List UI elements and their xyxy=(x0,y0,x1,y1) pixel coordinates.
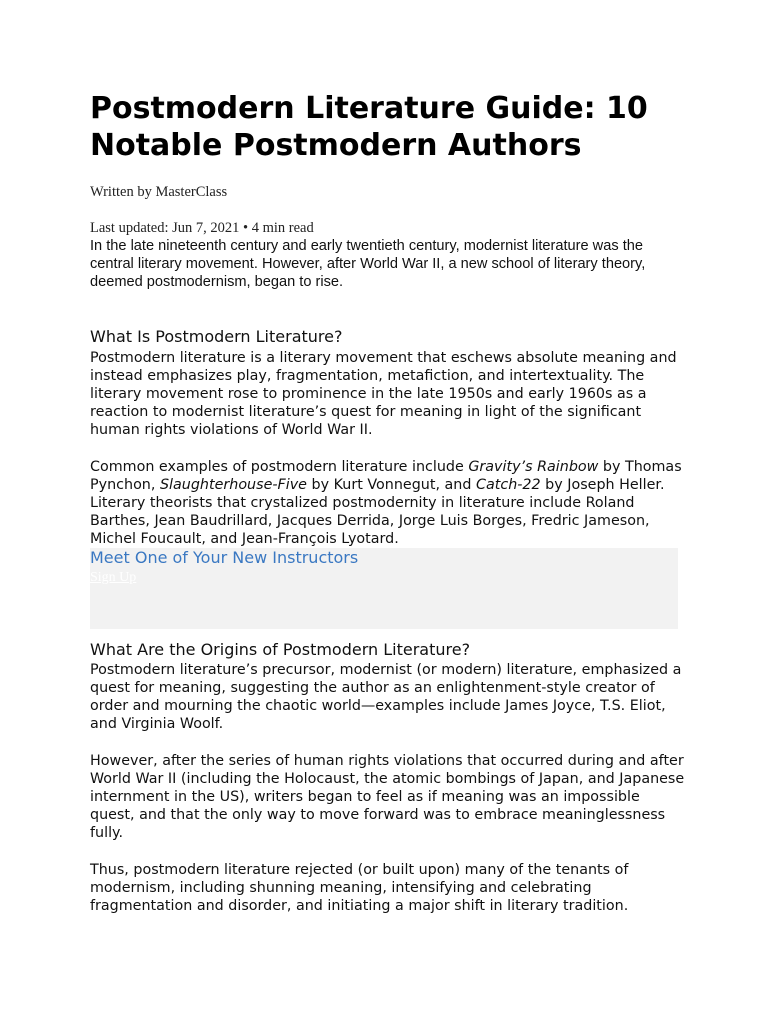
section2-paragraph-3: Thus, postmodern literature rejected (or built upon) many of the tenants of modernism, including shunning meaning, intensifying and celebrating fragmentation and disorder, and initiating a major shift in literary tradition. xyxy=(90,862,629,915)
section-heading-what-is: What Is Postmodern Literature? xyxy=(90,327,343,346)
instructor-promo xyxy=(90,548,678,629)
byline: Written by MasterClass xyxy=(90,184,228,200)
section2-paragraph-1: Postmodern literature’s precursor, modernist (or modern) literature, emphasized a quest for meaning, suggesting the author as an enlightenment-style creator of order and mourning the chaotic world—examples include James Joyce, T.S. Eliot, and Virginia Woolf. xyxy=(90,662,682,733)
intro-paragraph: In the late nineteenth century and early twentieth century, modernist literature was the central literary movement. However, after World War II, a new school of literary theory, deemed postmodernism, began to rise. xyxy=(90,238,646,290)
section1-paragraph-1: Postmodern literature is a literary movement that eschews absolute meaning and instead emphasizes play, fragmentation, metafiction, and intertextuality. The literary movement rose to prominence in the late 1950s and early 1960s as a reaction to modernist literature’s quest for meaning in light of the significant human rights violations of World War II. xyxy=(90,350,677,439)
text-span: by Kurt Vonnegut, and xyxy=(306,477,476,494)
section1-paragraph-2 xyxy=(90,458,685,548)
book-title: Gravity’s Rainbow xyxy=(468,459,599,475)
text-span: Common examples of postmodern literature include xyxy=(90,459,469,475)
text-span: by Joseph Heller. Literary theorists that crystalized postmodernity in literature include Roland Barthes, Jean Baudrillard, Jacques Derrida, Jorge Luis Borges, Fredric Jameson, Michel Foucault, and Jean-François Lyotard. xyxy=(90,477,665,548)
meet-instructors-link[interactable]: Meet One of Your New Instructors xyxy=(90,548,359,567)
book-title: Catch-22 xyxy=(475,477,541,494)
text-span: by Thomas Pynchon, xyxy=(90,459,682,494)
section-heading-origins: What Are the Origins of Postmodern Literature? xyxy=(90,640,471,659)
book-title: Slaughterhouse-Five xyxy=(159,477,307,494)
last-updated: Last updated: Jun 7, 2021 • 4 min read xyxy=(90,220,314,236)
sign-up-link[interactable]: Sign Up xyxy=(90,570,137,585)
section2-paragraph-2: However, after the series of human rights violations that occurred during and after World War II (including the Holocaust, the atomic bombings of Japan, and Japanese internment in the US), writers began to feel as if meaning was an impossible quest, and that the only way to move forward was to embrace meaninglessness fully. xyxy=(90,753,685,842)
page-title: Postmodern Literature Guide: 10 Notable Postmodern Authors xyxy=(90,91,648,163)
